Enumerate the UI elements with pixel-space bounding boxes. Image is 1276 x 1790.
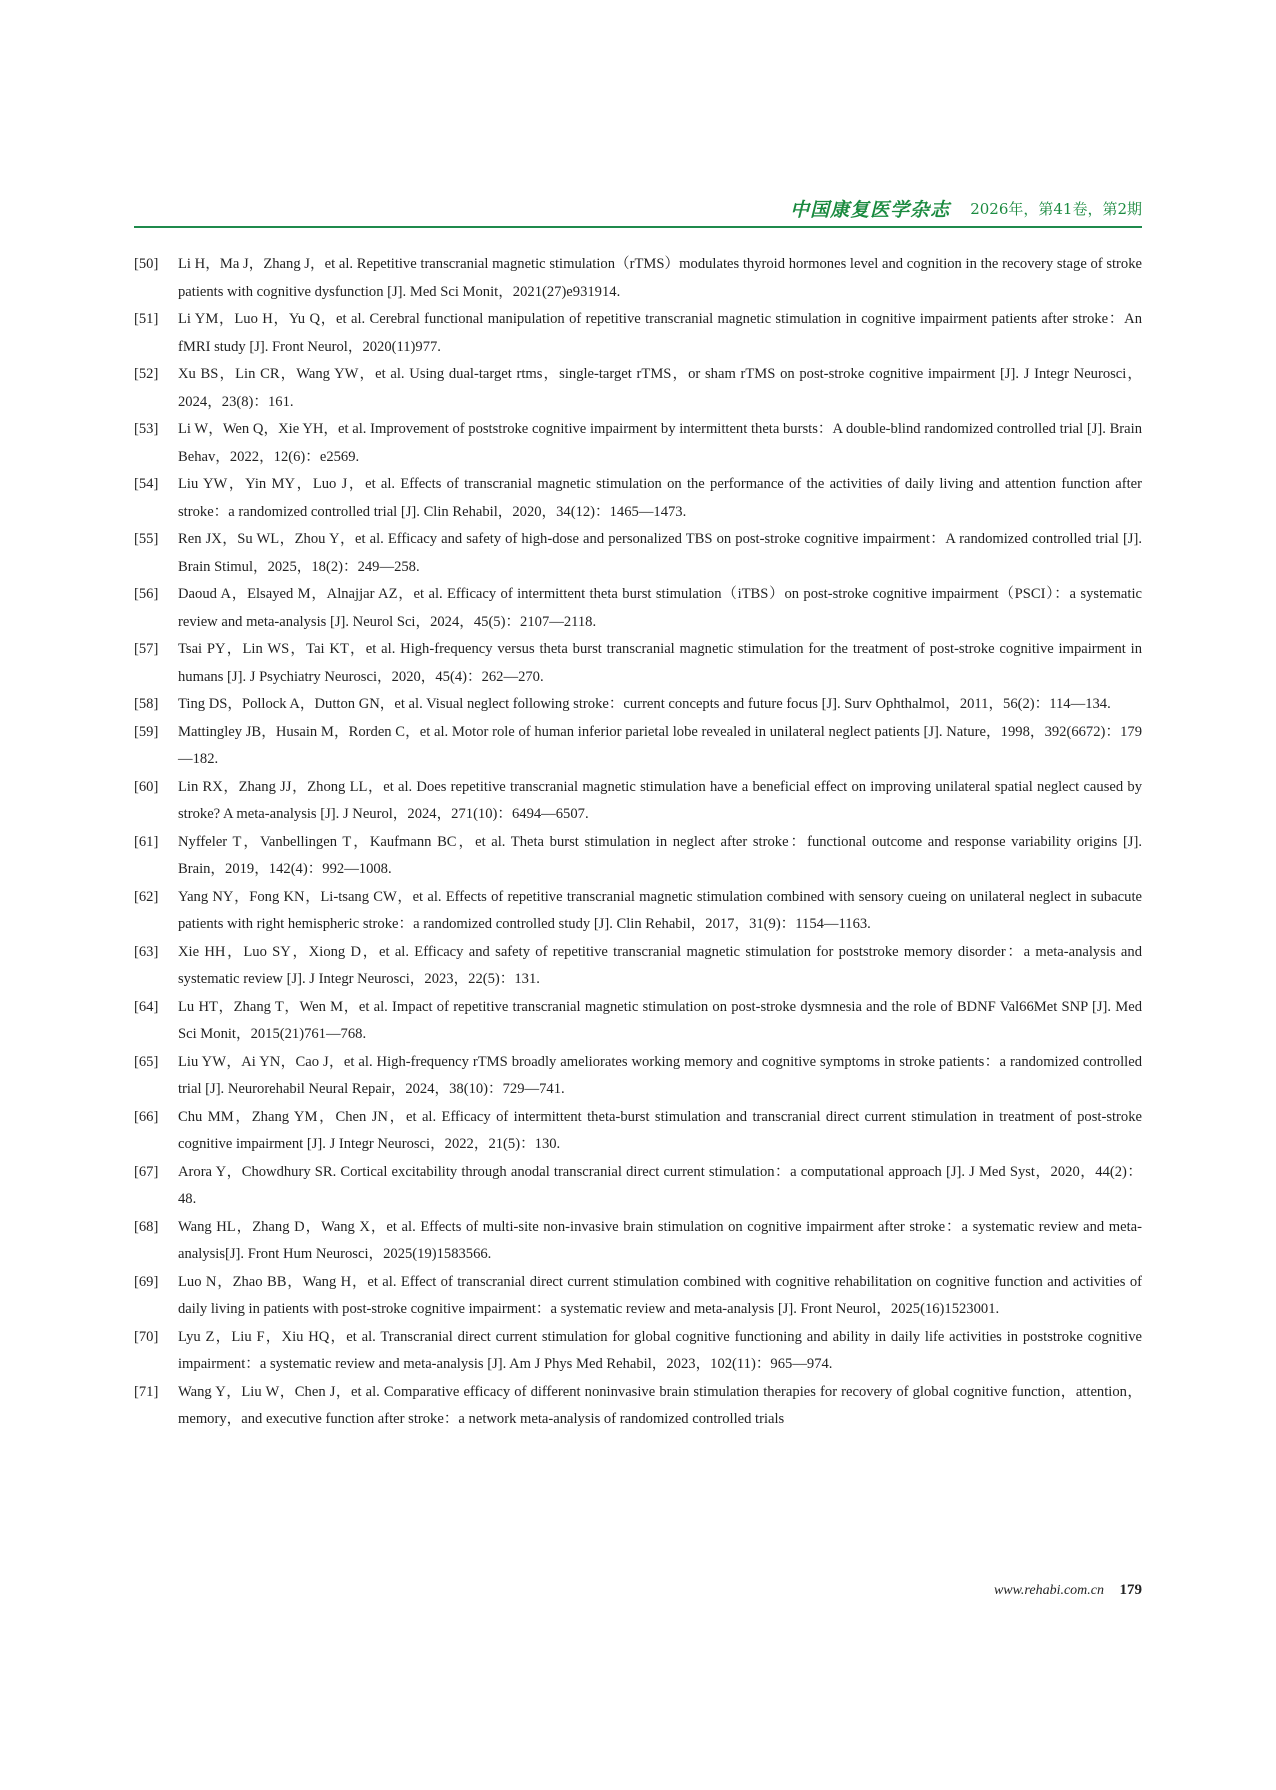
- reference-text: Li YM，Luo H，Yu Q，et al. Cerebral functional manipulation of repetitive transcranial magnetic stimulation in cognitive impairment patients after stroke：An fMRI study [J]. Front Neurol，2020(11)977.: [178, 311, 1142, 355]
- reference-item: [134, 251, 1142, 306]
- reference-number: [54]: [134, 476, 159, 492]
- reference-item: [134, 1104, 1142, 1159]
- reference-number: [59]: [134, 723, 159, 740]
- reference-text: Xie HH，Luo SY，Xiong D，et al. Efficacy and safety of repetitive transcranial magnetic stimulation for poststroke memory disorder：a meta-analysis and systematic review [J]. J Integr Neurosci，2023，22(5)：131.: [178, 943, 1142, 987]
- running-header: [134, 196, 1142, 228]
- reference-item: [134, 361, 1142, 416]
- journal-title: 中国康复医学杂志: [790, 198, 951, 221]
- reference-item: [134, 1159, 1142, 1214]
- reference-item: [134, 719, 1142, 774]
- reference-text: Wang HL，Zhang D，Wang X，et al. Effects of multi-site non-invasive brain stimulation on cognitive impairment after stroke：a systematic review and meta-analysis[J]. Front Hum Neurosci，2025(19)1583566.: [178, 1218, 1142, 1262]
- reference-number: [63]: [134, 943, 159, 960]
- reference-item: [134, 471, 1142, 526]
- reference-item: [134, 774, 1142, 829]
- reference-number: [70]: [134, 1328, 159, 1345]
- reference-item: [134, 526, 1142, 581]
- reference-text: Ren JX，Su WL，Zhou Y，et al. Efficacy and safety of high-dose and personalized TBS on post-stroke cognitive impairment：A randomized controlled trial [J]. Brain Stimul，2025，18(2)：249—258.: [178, 531, 1142, 575]
- reference-number: [53]: [134, 421, 159, 437]
- reference-number: [55]: [134, 531, 159, 547]
- reference-text: Lyu Z，Liu F，Xiu HQ，et al. Transcranial direct current stimulation for global cognitive functioning and ability in daily life activities in poststroke cognitive impairment：a systematic review and meta-analysis [J]. Am J Phys Med Rehabil，2023，102(11)：965—974.: [178, 1328, 1142, 1372]
- reference-item: [134, 636, 1142, 691]
- reference-number: [67]: [134, 1163, 159, 1180]
- reference-text: Yang NY，Fong KN，Li-tsang CW，et al. Effects of repetitive transcranial magnetic stimulation combined with sensory cueing on unilateral neglect in subacute patients with right hemispheric stroke：a randomized controlled study [J]. Clin Rehabil，2017，31(9)：1154—1163.: [178, 888, 1142, 932]
- reference-number: [65]: [134, 1053, 159, 1070]
- reference-text: Nyffeler T，Vanbellingen T，Kaufmann BC，et al. Theta burst stimulation in neglect after stroke：functional outcome and response variability origins [J]. Brain，2019，142(4)：992—1008.: [178, 833, 1142, 877]
- reference-text: Xu BS，Lin CR，Wang YW，et al. Using dual-target rtms，single-target rTMS，or sham rTMS on post-stroke cognitive impairment [J]. J Integr Neurosci，2024，23(8)：161.: [178, 366, 1142, 410]
- reference-item: [134, 884, 1142, 939]
- reference-text: Lin RX，Zhang JJ，Zhong LL，et al. Does repetitive transcranial magnetic stimulation have a beneficial effect on improving unilateral spatial neglect caused by stroke? A meta-analysis [J]. J Neurol，2024，271(10)：6494—6507.: [178, 778, 1142, 822]
- reference-number: [56]: [134, 586, 159, 602]
- reference-item: [134, 1269, 1142, 1324]
- reference-text: Li H，Ma J，Zhang J，et al. Repetitive transcranial magnetic stimulation（rTMS）modulates thyroid hormones level and cognition in the recovery stage of stroke patients with cognitive dysfunction [J]. Med Sci Monit，2021(27)e931914.: [178, 256, 1142, 300]
- reference-text: Chu MM，Zhang YM，Chen JN，et al. Efficacy of intermittent theta-burst stimulation and transcranial direct current stimulation in treatment of post-stroke cognitive impairment [J]. J Integr Neurosci，2022，21(5)：130.: [178, 1108, 1142, 1152]
- reference-list: [134, 251, 1142, 1434]
- reference-text: Wang Y，Liu W，Chen J，et al. Comparative efficacy of different noninvasive brain stimulation therapies for recovery of global cognitive function，attention，memory，and executive function after stroke：a network meta-analysis of randomized controlled trials: [178, 1383, 1142, 1427]
- page-footer: [134, 1582, 1142, 1599]
- reference-item: [134, 306, 1142, 361]
- reference-item: [134, 581, 1142, 636]
- reference-text: Daoud A，Elsayed M，Alnajjar AZ，et al. Efficacy of intermittent theta burst stimulation（iTBS）on post-stroke cognitive impairment（PSCI）：a systematic review and meta-analysis [J]. Neurol Sci，2024，45(5)：2107—2118.: [178, 586, 1142, 630]
- reference-item: [134, 1049, 1142, 1104]
- reference-item: [134, 939, 1142, 994]
- reference-item: [134, 691, 1142, 719]
- reference-number: [64]: [134, 998, 159, 1015]
- reference-text: Arora Y，Chowdhury SR. Cortical excitability through anodal transcranial direct current stimulation：a computational approach [J]. J Med Syst，2020，44(2)：48.: [178, 1163, 1142, 1207]
- reference-number: [68]: [134, 1218, 159, 1235]
- reference-number: [66]: [134, 1108, 159, 1125]
- reference-item: [134, 1324, 1142, 1379]
- reference-item: [134, 416, 1142, 471]
- reference-number: [61]: [134, 833, 159, 850]
- reference-number: [52]: [134, 366, 159, 382]
- reference-text: Liu YW，Yin MY，Luo J，et al. Effects of transcranial magnetic stimulation on the performance of the activities of daily living and attention function after stroke：a randomized controlled trial [J]. Clin Rehabil，2020，34(12)：1465—1473.: [178, 476, 1142, 520]
- reference-number: [71]: [134, 1383, 159, 1400]
- reference-text: Mattingley JB，Husain M，Rorden C，et al. Motor role of human inferior parietal lobe revealed in unilateral neglect patients [J]. Nature，1998，392(6672)：179—182.: [178, 723, 1142, 767]
- issue-info: 2026年，第41卷，第2期: [970, 199, 1142, 218]
- reference-text: Li W，Wen Q，Xie YH，et al. Improvement of poststroke cognitive impairment by intermittent theta bursts：A double-blind randomized controlled trial [J]. Brain Behav，2022，12(6)：e2569.: [178, 421, 1142, 465]
- reference-item: [134, 994, 1142, 1049]
- reference-text: Liu YW，Ai YN，Cao J，et al. High-frequency rTMS broadly ameliorates working memory and cognitive symptoms in stroke patients：a randomized controlled trial [J]. Neurorehabil Neural Repair，2024，38(10)：729—741.: [178, 1053, 1142, 1097]
- reference-number: [57]: [134, 641, 159, 657]
- reference-item: [134, 1379, 1142, 1434]
- reference-text: Luo N，Zhao BB，Wang H，et al. Effect of transcranial direct current stimulation combined with cognitive rehabilitation on cognitive function and activities of daily living in patients with post-stroke cognitive impairment：a systematic review and meta-analysis [J]. Front Neurol，2025(16)1523001.: [178, 1273, 1142, 1317]
- journal-website: www.rehabi.com.cn: [993, 1583, 1104, 1598]
- reference-number: [58]: [134, 696, 159, 712]
- reference-number: [62]: [134, 888, 159, 905]
- reference-number: [69]: [134, 1273, 159, 1290]
- reference-number: [60]: [134, 778, 159, 795]
- reference-text: Lu HT，Zhang T，Wen M，et al. Impact of repetitive transcranial magnetic stimulation on post-stroke dysmnesia and the role of BDNF Val66Met SNP [J]. Med Sci Monit，2015(21)761—768.: [178, 998, 1142, 1042]
- reference-number: [51]: [134, 311, 159, 327]
- reference-number: [50]: [134, 256, 159, 272]
- reference-item: [134, 1214, 1142, 1269]
- page-number: 179: [1119, 1582, 1142, 1598]
- reference-item: [134, 829, 1142, 884]
- reference-text: Ting DS，Pollock A，Dutton GN，et al. Visual neglect following stroke：current concepts and future focus [J]. Surv Ophthalmol，2011，56(2)：114—134.: [178, 696, 1111, 712]
- reference-text: Tsai PY，Lin WS，Tai KT，et al. High-frequency versus theta burst transcranial magnetic stimulation for the treatment of post-stroke cognitive impairment in humans [J]. J Psychiatry Neurosci，2020，45(4)：262—270.: [178, 641, 1142, 685]
